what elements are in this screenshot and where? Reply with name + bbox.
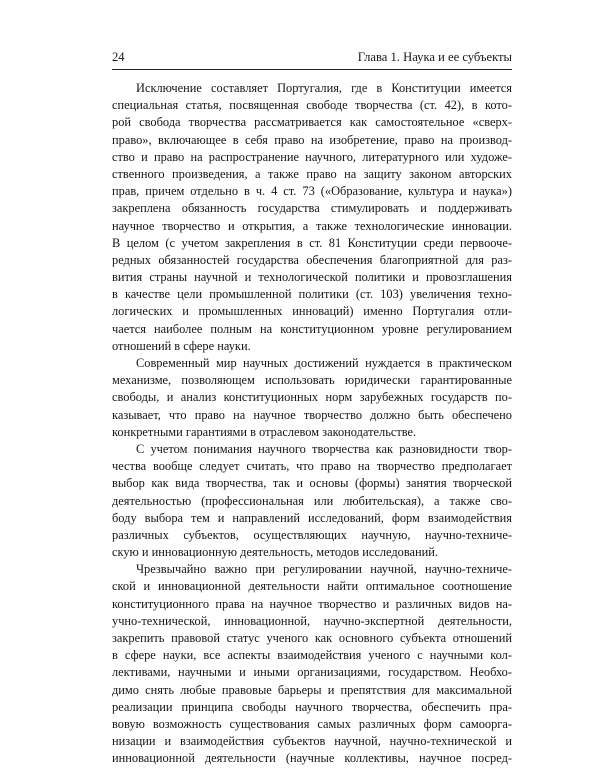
- text-line: вития страны научной и технологической политики и провозглашения: [112, 270, 512, 285]
- text-line: чества вообще следует считать, что право на творчество предполагает: [112, 459, 512, 474]
- text-line: Чрезвычайно важно при регулировании научной, научно-техниче-: [136, 562, 512, 577]
- text-line: научное творчество и открытия, а также технологические инновации.: [112, 218, 512, 233]
- paragraph: [112, 561, 512, 767]
- text-line: ской и инновационной деятельности найти оптимальное соотношение: [112, 579, 512, 594]
- header-rule: [112, 69, 512, 70]
- text-line: лективами, научными и иными организациями, государством. Необхо-: [112, 665, 512, 680]
- text-line: закрепить правовой статус ученого как основного субъекта отношений: [112, 631, 512, 645]
- running-title: Глава 1. Наука и ее субъекты: [357, 50, 512, 64]
- text-line: конституционного права на научное творчество и различных видов на-: [112, 596, 512, 611]
- paragraph: [112, 355, 512, 441]
- paragraph: [112, 80, 512, 355]
- page-number: 24: [112, 50, 125, 64]
- text-line: реализации принципа свободы научного творчества, обеспечить пра-: [112, 699, 512, 714]
- text-line: В целом (с учетом закрепления в ст. 81 Конституции среди первооче-: [112, 235, 512, 250]
- text-line: боду выбора тем и направлений исследований, форм взаимодействия: [112, 510, 512, 525]
- text-line: в сфере науки, все аспекты взаимодействия ученого с научными кол-: [112, 648, 512, 663]
- text-line: закреплена обязанность государства стимулировать и поддерживать: [112, 201, 512, 216]
- text-line: конкретными гарантиями в отраслевом законодательстве.: [112, 424, 417, 439]
- text-line: С учетом понимания научного творчества как разновидности твор-: [136, 441, 512, 456]
- text-line: логических и промышленных инноваций) именно Португалия отли-: [112, 304, 512, 319]
- text-line: чается наиболее полным на конституционном уровне регулированием: [112, 321, 512, 336]
- text-line: димо снять любые правовые барьеры и препятствия для максимальной: [112, 682, 512, 697]
- text-line: вовую возможность существования самых различных форм самоорга-: [112, 716, 512, 731]
- text-line: рой свобода творчества рассматривается как самостоятельное «сверх-: [112, 115, 512, 130]
- text-line: механизме, позволяющем использовать юридически гарантированные: [112, 373, 512, 388]
- paragraph: [112, 441, 512, 561]
- text-line: право», включающее в себя право на изобретение, право на производ-: [112, 132, 512, 147]
- text-line: низации и взаимодействия субъектов научной, научно-технической и: [112, 734, 512, 749]
- text-line: свободы, и анализ конституционных норм зарубежных государств по-: [112, 390, 512, 405]
- text-line: инновационной деятельности (научные коллективы, научное посред-: [112, 751, 512, 766]
- text-line: учно-технической, инновационной, научно-экспертной деятельности,: [112, 613, 512, 628]
- text-line: казывает, что право на научное творчество должно быть обеспечено: [112, 407, 512, 422]
- text-line: отношений в сфере науки.: [112, 338, 251, 353]
- text-line: ственного произведения, а также право на защиту законом авторских: [112, 166, 512, 181]
- text-line: скую и инновационную деятельность, методов исследований.: [112, 545, 439, 560]
- page-header: [112, 48, 512, 66]
- text-line: ство и право на распространение научного, литературного или художе-: [112, 149, 512, 164]
- text-line: Современный мир научных достижений нуждается в практическом: [136, 356, 512, 370]
- text-line: редных обязанностей государства обеспечения благоприятной для раз-: [112, 252, 512, 267]
- body-text: [112, 80, 512, 768]
- text-line: в качестве цели промышленной политики (ст. 103) увеличения техно-: [112, 287, 512, 302]
- text-line: Исключение составляет Португалия, где в Конституции имеется: [136, 81, 512, 95]
- text-line: деятельностью (профессиональная или любительская), а также сво-: [112, 493, 512, 508]
- text-line: прав, причем отдельно в ч. 4 ст. 73 («Образование, культура и наука»): [112, 184, 512, 199]
- text-line: выбор как вида творчества, так и основы (формы) занятия творческой: [112, 476, 512, 491]
- text-line: специальная статья, посвященная свободе творчества (ст. 42), в кото-: [112, 98, 512, 113]
- text-line: различных субъектов, осуществляющих научную, научно-техниче-: [112, 527, 512, 542]
